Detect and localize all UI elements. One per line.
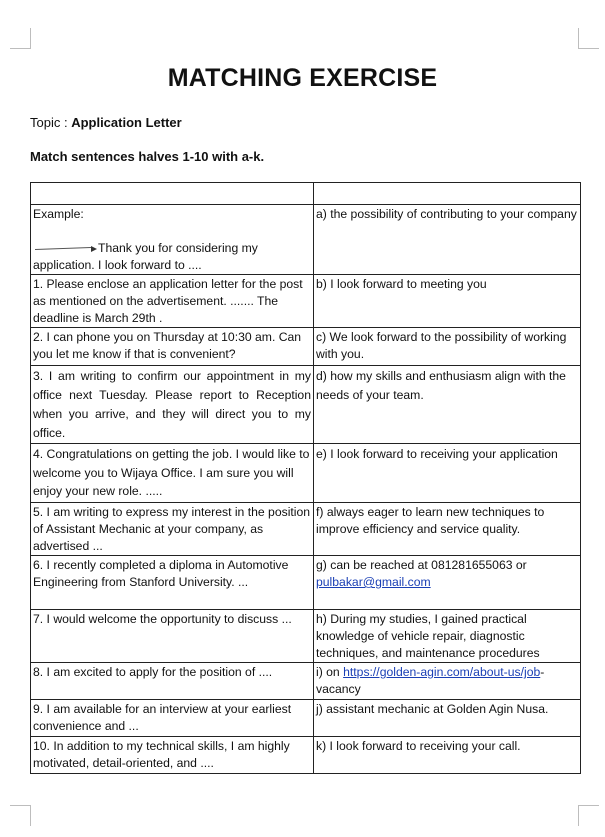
row-3-left: 3. I am writing to confirm our appointment in my office next Tuesday. Please report to Reception when you arrive, and they will direct you to my office.	[31, 366, 314, 444]
arrow-head-icon	[91, 246, 97, 252]
row-1-right: b) I look forward to meeting you	[314, 275, 581, 328]
header-cell-right	[314, 183, 581, 205]
job-vacancy-link[interactable]: https://golden-agin.com/about-us/job	[343, 665, 541, 679]
crop-mark-top-left	[10, 28, 31, 49]
table-row	[31, 610, 581, 663]
row-4-right: e) I look forward to receiving your application	[314, 444, 581, 503]
row-4-left: 4. Congratulations on getting the job. I would like to welcome you to Wijaya Office. I am sure you will enjoy your new role. .....	[31, 444, 314, 503]
row-2-left: 2. I can phone you on Thursday at 10:30 am. Can you let me know if that is convenient?	[31, 328, 314, 366]
row-2-right: c) We look forward to the possibility of working with you.	[314, 328, 581, 366]
row-7-right: h) During my studies, I gained practical knowledge of vehicle repair, diagnostic techniques, and maintenance procedures	[314, 610, 581, 663]
row-9-right: j) assistant mechanic at Golden Agin Nusa.	[314, 700, 581, 737]
instruction: Match sentences halves 1-10 with a-k.	[30, 149, 265, 164]
crop-mark-bottom-right	[578, 805, 599, 826]
row-6-right	[314, 556, 581, 610]
topic-label: Topic :	[30, 115, 72, 130]
header-cell-left	[31, 183, 314, 205]
table-row-example	[31, 205, 581, 275]
example-text-after-arrow: Thank you for considering my	[98, 241, 258, 255]
crop-mark-top-right	[578, 28, 599, 49]
row-8-right	[314, 663, 581, 700]
row-5-right: f) always eager to learn new techniques to improve efficiency and service quality.	[314, 503, 581, 556]
row-9-left: 9. I am available for an interview at your earliest convenience and ...	[31, 700, 314, 737]
table-row	[31, 444, 581, 503]
table-row	[31, 503, 581, 556]
example-answer: a) the possibility of contributing to your company	[314, 205, 581, 275]
row-7-left: 7. I would welcome the opportunity to discuss ...	[31, 610, 314, 663]
email-link[interactable]: pulbakar@gmail.com	[316, 575, 431, 589]
row-10-left: 10. In addition to my technical skills, I am highly motivated, detail-oriented, and ....	[31, 737, 314, 774]
example-label: Example:	[33, 207, 84, 221]
row-10-right: k) I look forward to receiving your call.	[314, 737, 581, 774]
crop-mark-bottom-left	[10, 805, 31, 826]
row-6-right-prefix: g) can be reached at 081281655063 or	[316, 558, 527, 572]
example-text-line2: application. I look forward to ....	[33, 258, 202, 272]
table-row	[31, 328, 581, 366]
table-row	[31, 737, 581, 774]
table-row	[31, 700, 581, 737]
row-6-left: 6. I recently completed a diploma in Automotive Engineering from Stanford University. ...	[31, 556, 314, 610]
arrow-line-icon	[35, 247, 91, 250]
row-8-right-prefix: i) on	[316, 665, 344, 679]
page-title: MATCHING EXERCISE	[167, 64, 438, 92]
table-row	[31, 663, 581, 700]
row-8-left: 8. I am excited to apply for the position of ....	[31, 663, 314, 700]
matching-table	[30, 182, 581, 774]
row-5-left: 5. I am writing to express my interest in the position of Assistant Mechanic at your company, as advertised ...	[31, 503, 314, 556]
example-cell	[31, 205, 314, 275]
topic-line	[30, 115, 182, 130]
row-1-left: 1. Please enclose an application letter for the post as mentioned on the advertisement. ....... The deadline is March 29th .	[31, 275, 314, 328]
row-3-right: d) how my skills and enthusiasm align with the needs of your team.	[314, 366, 581, 444]
table-row	[31, 366, 581, 444]
table-row	[31, 275, 581, 328]
table-header-row	[31, 183, 581, 205]
topic-value: Application Letter	[71, 115, 182, 130]
row-8-right-suffix: -vacancy	[316, 665, 545, 696]
example-spacer	[33, 223, 311, 240]
table-row	[31, 556, 581, 610]
example-line	[33, 240, 311, 257]
